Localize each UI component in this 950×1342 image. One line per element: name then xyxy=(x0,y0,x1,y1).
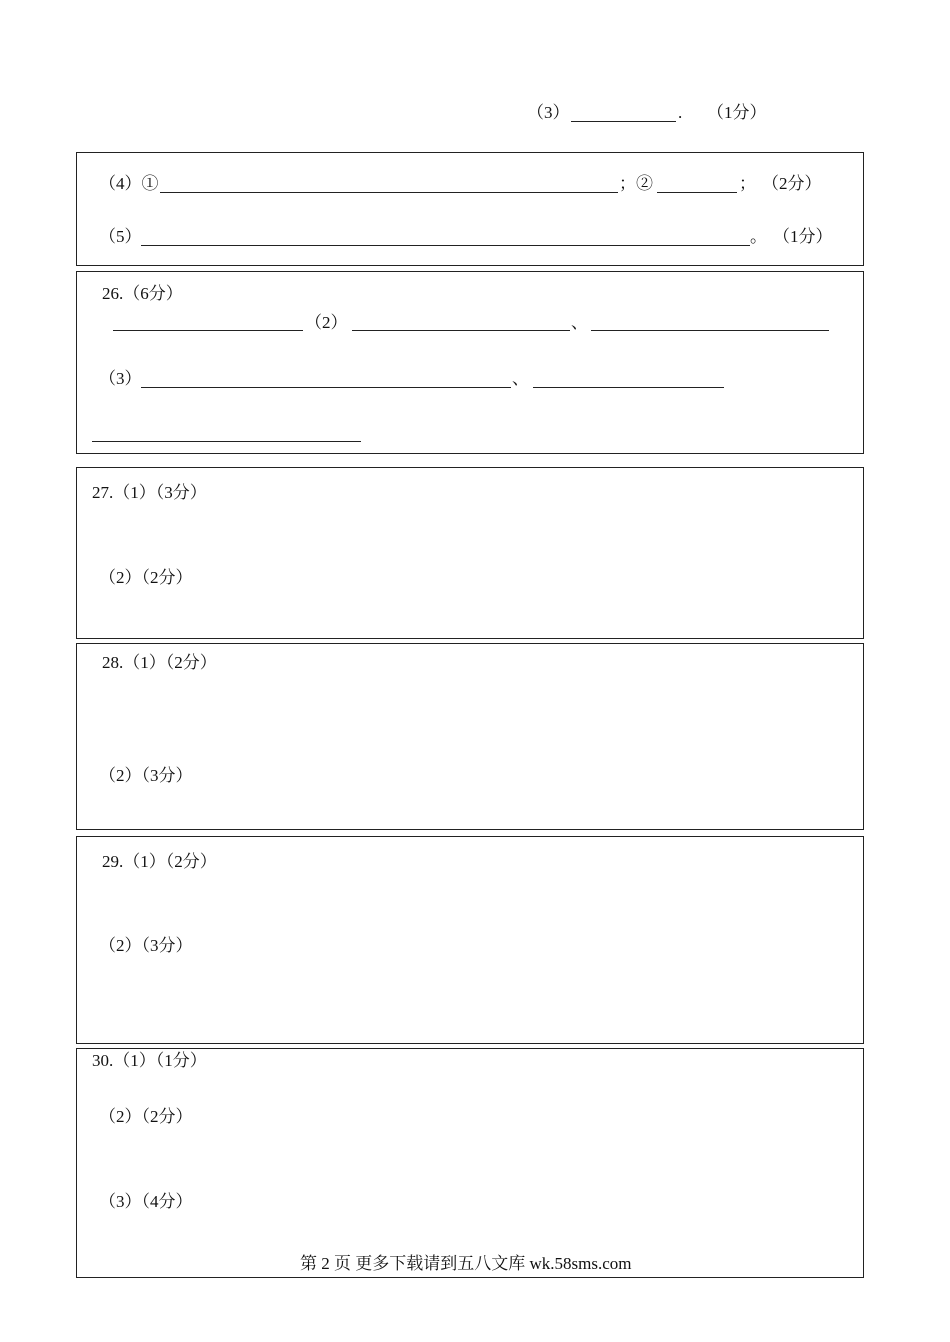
q26-part2-label: （2） xyxy=(305,313,348,332)
q26-separator-1: 、 xyxy=(571,313,588,332)
q27-part2-label: （2）（2分） xyxy=(99,568,193,587)
q30-part2-label: （2）（2分） xyxy=(99,1107,193,1126)
q3-score: （1分） xyxy=(707,103,767,122)
q26-separator-2: 、 xyxy=(512,369,529,388)
page-footer: 第 2 页 更多下载请到五八文库 wk.58sms.com xyxy=(300,1254,632,1273)
q26-part3-label: （3） xyxy=(99,369,142,388)
answer-box-q4-q5 xyxy=(76,152,864,266)
q4-label: （4）① xyxy=(99,174,159,193)
answer-box-q30 xyxy=(76,1048,864,1278)
q26-title: 26.（6分） xyxy=(102,284,183,303)
answer-box-q26 xyxy=(76,271,864,454)
q4-answer-blank-1[interactable] xyxy=(160,192,618,193)
q4-semicolon: ； xyxy=(739,174,756,193)
q26-answer-blank-1[interactable] xyxy=(113,330,303,331)
q29-part2-label: （2）（3分） xyxy=(99,936,193,955)
q26-answer-blank-2[interactable] xyxy=(352,330,570,331)
q26-answer-blank-3[interactable] xyxy=(591,330,829,331)
q4-answer-blank-2[interactable] xyxy=(657,192,737,193)
q4-score: （2分） xyxy=(762,174,822,193)
q27-part1-label: 27.（1）（3分） xyxy=(92,483,207,502)
q29-part1-label: 29.（1）（2分） xyxy=(102,852,217,871)
q5-label: （5） xyxy=(99,227,142,246)
q5-period: 。 xyxy=(750,227,767,246)
q26-answer-blank-6[interactable] xyxy=(92,441,361,442)
q3-label: （3） xyxy=(527,103,570,122)
q30-part3-label: （3）（4分） xyxy=(99,1192,193,1211)
q26-answer-blank-5[interactable] xyxy=(533,387,724,388)
q28-part2-label: （2）（3分） xyxy=(99,766,193,785)
q30-part1-label: 30.（1）（1分） xyxy=(92,1051,207,1070)
q5-answer-blank[interactable] xyxy=(141,245,750,246)
q5-score: （1分） xyxy=(773,227,833,246)
q26-answer-blank-4[interactable] xyxy=(141,387,511,388)
q28-part1-label: 28.（1）（2分） xyxy=(102,653,217,672)
q3-period: . xyxy=(678,103,683,122)
q4-separator: ；② xyxy=(619,174,653,193)
q3-answer-blank[interactable] xyxy=(571,121,676,122)
